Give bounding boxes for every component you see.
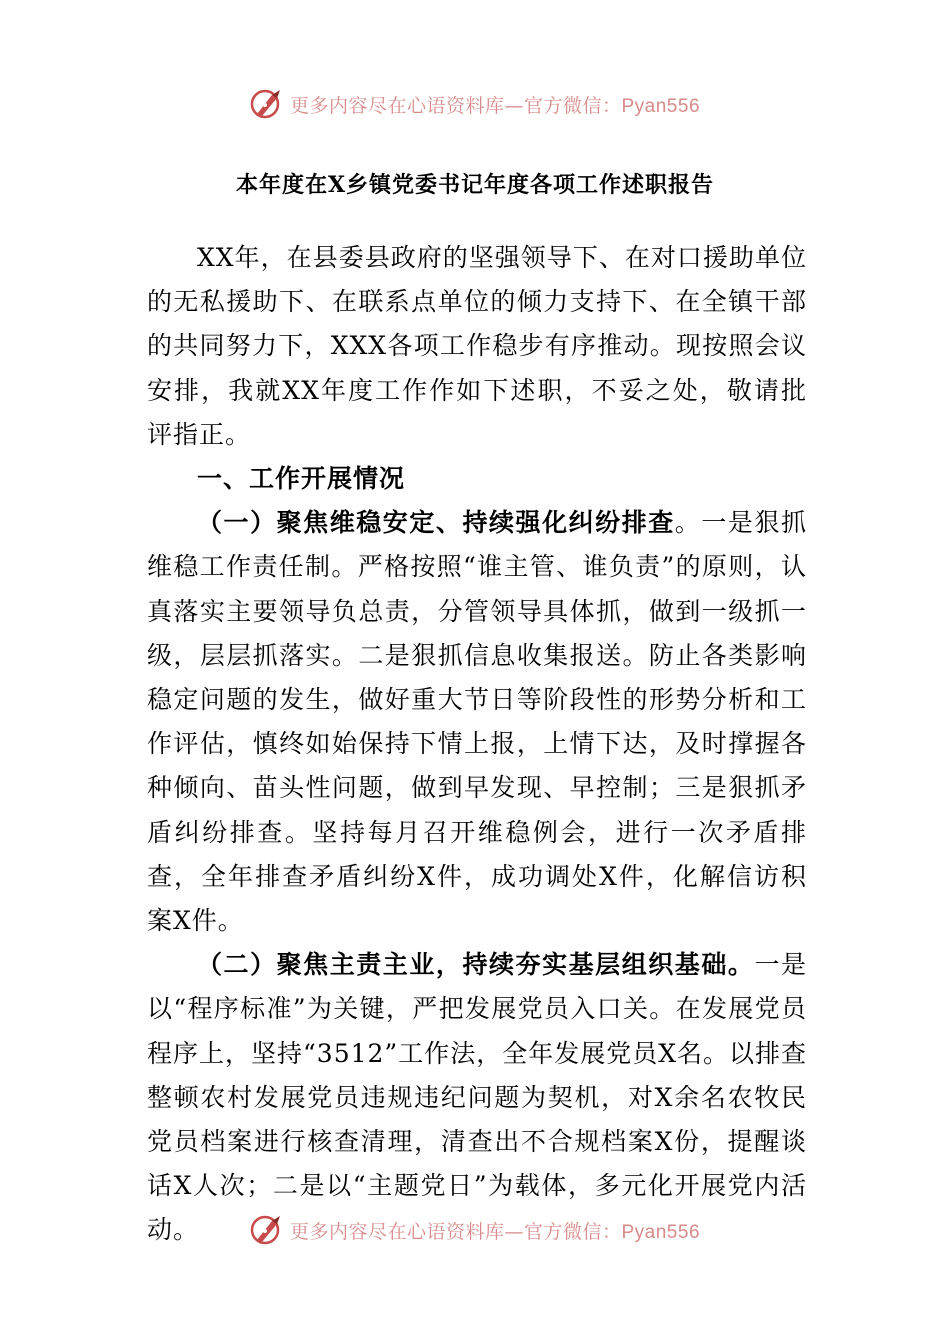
watermark-text: 更多内容尽在心语资料库—官方微信：Pyan556 (289, 94, 701, 117)
document-body (147, 236, 807, 1253)
document-title: 本年度在X乡镇党委书记年度各项工作述职报告 (235, 172, 715, 198)
item-2-body: 一是以“程序标准”为关键，严把发展党员入口关。在发展党员程序上，坚持“3512”工作法，全年发展党员X名。以排查整顿农村发展党员违规违纪问题为契机，对X余名农牧民党员档案进行核查清理，清查出不合规档案X份，提醒谈话X人次；二是以“主题党日”为载体，多元化开展党内活动。 (147, 950, 807, 1245)
wechat-id: Pyan556 (621, 1221, 701, 1243)
pen-logo-icon (250, 87, 284, 121)
section-heading: 一、工作开展情况 (197, 464, 406, 494)
watermark-banner-bottom (0, 1210, 950, 1250)
item-1-paragraph (147, 501, 807, 943)
item-1-lead: （一）聚焦维稳安定、持续强化纠纷排查 (197, 508, 675, 538)
item-1-body: 。一是狠抓维稳工作责任制。严格按照“谁主管、谁负责”的原则，认真落实主要领导负总责，分管领导具体抓，做到一级抓一级，层层抓落实。二是狠抓信息收集报送。防止各类影响稳定问题的发生，做好重大节日等阶段性的形势分析和工作评估，慎终如始保持下情上报，上情下达，及时撑握各种倾向、苗头性问题，做到早发现、早控制；三是狠抓矛盾纠纷排查。坚持每月召开维稳例会，进行一次矛盾排查，全年排查矛盾纠纷X件，成功调处X件，化解信访积案X件。 (147, 508, 807, 936)
watermark-text: 更多内容尽在心语资料库—官方微信：Pyan556 (289, 1220, 701, 1243)
intro-paragraph: XX年，在县委县政府的坚强领导下、在对口援助单位的无私援助下、在联系点单位的倾力支持下、在全镇干部的共同努力下，XXX各项工作稳步有序推动。现按照会议安排，我就XX年度工作作如下述职，不妥之处，敬请批评指正。 (147, 243, 807, 449)
item-2-lead: （二）聚焦主责主业，持续夯实基层组织基础。 (197, 950, 755, 980)
pen-logo-icon (250, 1213, 284, 1247)
item-2-paragraph (147, 943, 807, 1252)
watermark-banner-top (0, 84, 950, 124)
wechat-id: Pyan556 (621, 95, 701, 117)
